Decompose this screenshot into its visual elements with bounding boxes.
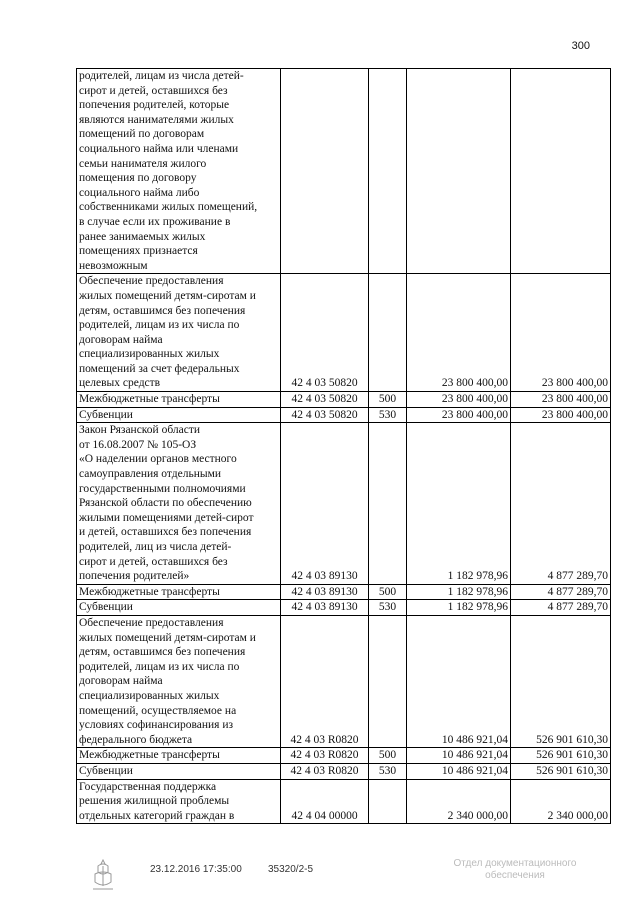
amount-1-cell: 23 800 400,00 — [407, 392, 511, 408]
amount-2-cell: 23 800 400,00 — [511, 407, 611, 423]
amount-2-cell: 526 901 610,30 — [511, 748, 611, 764]
target-code-cell: 42 4 03 R0820 — [281, 615, 369, 747]
amount-1-cell: 2 340 000,00 — [407, 779, 511, 824]
target-code-cell — [281, 69, 369, 274]
amount-2-cell: 23 800 400,00 — [511, 274, 611, 392]
amount-2-cell: 2 340 000,00 — [511, 779, 611, 824]
amount-1-cell: 10 486 921,04 — [407, 615, 511, 747]
page-number: 300 — [571, 40, 590, 52]
footer-timestamp: 23.12.2016 17:35:00 — [150, 864, 242, 875]
table-row — [77, 274, 611, 392]
expense-type-cell — [369, 274, 407, 392]
expense-type-cell — [369, 423, 407, 585]
table-row — [77, 600, 611, 616]
amount-1-cell — [407, 69, 511, 274]
emblem-icon — [90, 858, 116, 892]
amount-1-cell: 1 182 978,96 — [407, 423, 511, 585]
row-name-cell: Субвенции — [77, 600, 281, 616]
amount-2-cell: 4 877 289,70 — [511, 584, 611, 600]
target-code-cell: 42 4 03 89130 — [281, 423, 369, 585]
row-name-cell: Межбюджетные трансферты — [77, 584, 281, 600]
table-row — [77, 763, 611, 779]
row-name-cell: Межбюджетные трансферты — [77, 748, 281, 764]
table-row — [77, 423, 611, 585]
expense-type-cell — [369, 779, 407, 824]
row-name-cell: Государственная поддержка решения жилищной проблемы отдельных категорий граждан в — [77, 779, 281, 824]
budget-table — [76, 68, 611, 824]
table-row — [77, 392, 611, 408]
row-name-cell: родителей, лицам из числа детей- сирот и детей, оставшихся без попечения родителей, которые являются нанимателями жилых помещений по договорам социального найма или членами семьи нанимателя жилого помещения по договору социального найма либо собственниками жилых помещений, в случае если их проживание в ранее занимаемых жилых помещениях признается невозможным — [77, 69, 281, 274]
row-name-cell: Обеспечение предоставления жилых помещений детям-сиротам и детям, оставшимся без попечения родителей, лицам из их числа по договорам найма специализированных жилых помещений, осуществляемое на условиях софинансирования из федерального бюджета — [77, 615, 281, 747]
row-name-cell: Субвенции — [77, 407, 281, 423]
table-row — [77, 407, 611, 423]
expense-type-cell: 530 — [369, 600, 407, 616]
table-row — [77, 584, 611, 600]
row-name-cell: Обеспечение предоставления жилых помещений детям-сиротам и детям, оставшимся без попечения родителей, лицам из их числа по договорам найма специализированных жилых помещений за счет федеральных целевых средств — [77, 274, 281, 392]
expense-type-cell: 500 — [369, 748, 407, 764]
target-code-cell: 42 4 03 R0820 — [281, 748, 369, 764]
target-code-cell: 42 4 03 89130 — [281, 600, 369, 616]
target-code-cell: 42 4 03 R0820 — [281, 763, 369, 779]
stamp-line: обеспечения — [485, 870, 545, 881]
stamp-line: Отдел документационного — [453, 858, 577, 869]
target-code-cell: 42 4 04 00000 — [281, 779, 369, 824]
amount-1-cell: 10 486 921,04 — [407, 763, 511, 779]
amount-2-cell: 526 901 610,30 — [511, 763, 611, 779]
row-name-cell: Межбюджетные трансферты — [77, 392, 281, 408]
expense-type-cell — [369, 69, 407, 274]
amount-1-cell: 10 486 921,04 — [407, 748, 511, 764]
expense-type-cell: 530 — [369, 763, 407, 779]
target-code-cell: 42 4 03 89130 — [281, 584, 369, 600]
table-row — [77, 69, 611, 274]
table-row — [77, 779, 611, 824]
expense-type-cell: 530 — [369, 407, 407, 423]
amount-2-cell: 4 877 289,70 — [511, 600, 611, 616]
amount-2-cell: 23 800 400,00 — [511, 392, 611, 408]
expense-type-cell — [369, 615, 407, 747]
amount-2-cell: 4 877 289,70 — [511, 423, 611, 585]
row-name-cell: Субвенции — [77, 763, 281, 779]
amount-1-cell: 23 800 400,00 — [407, 407, 511, 423]
expense-type-cell: 500 — [369, 392, 407, 408]
row-name-cell: Закон Рязанской области от 16.08.2007 № 105-ОЗ «О наделении органов местного самоуправления отдельными государственными полномочиями Рязанской области по обеспечению жилыми помещениями детей-сирот и детей, оставшихся без попечения родителей, лиц из числа детей- сирот и детей, оставшихся без попечения родителей» — [77, 423, 281, 585]
department-stamp — [440, 858, 590, 882]
expense-type-cell: 500 — [369, 584, 407, 600]
amount-1-cell: 23 800 400,00 — [407, 274, 511, 392]
footer-doc-number: 35320/2-5 — [268, 864, 314, 875]
target-code-cell: 42 4 03 50820 — [281, 407, 369, 423]
table-row — [77, 748, 611, 764]
table-row — [77, 615, 611, 747]
page-footer — [0, 858, 640, 898]
amount-1-cell: 1 182 978,96 — [407, 600, 511, 616]
amount-1-cell: 1 182 978,96 — [407, 584, 511, 600]
target-code-cell: 42 4 03 50820 — [281, 274, 369, 392]
amount-2-cell — [511, 69, 611, 274]
amount-2-cell: 526 901 610,30 — [511, 615, 611, 747]
target-code-cell: 42 4 03 50820 — [281, 392, 369, 408]
